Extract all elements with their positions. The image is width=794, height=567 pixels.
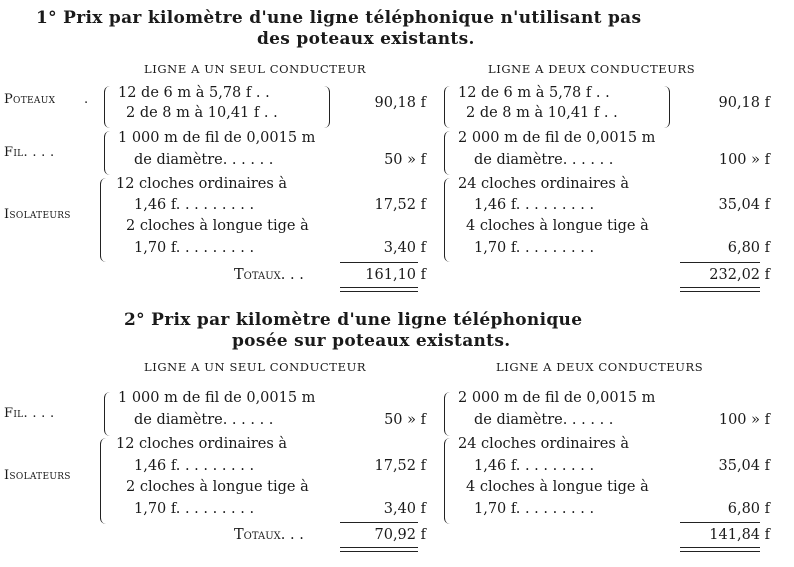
section2-isolateurs-label: Isolateurs — [4, 468, 71, 483]
section1-col-left-header: LIGNE A UN SEUL CONDUCTEUR — [144, 62, 367, 76]
isolateurs-left-b2: 1,70 f. . . . . . . . . — [134, 240, 255, 256]
section1-total-left-rule — [340, 262, 418, 263]
section2-isolateurs-right-brace — [444, 438, 452, 524]
poteaux-right-close-brace — [662, 86, 670, 128]
section2-isolateurs-right-b2: 1,70 f. . . . . . . . . — [474, 501, 595, 517]
section2-total-right: 141,84 f — [709, 527, 770, 543]
section2-isolateurs-left-b-amount: 3,40 f — [383, 501, 426, 517]
section2-fil-right-line2: de diamètre. . . . . . — [474, 412, 614, 428]
fil-left-amount: 50 » f — [384, 152, 426, 168]
section2-isolateurs-right-a-amount: 35,04 f — [718, 458, 770, 474]
section2-isolateurs-right-a2: 1,46 f. . . . . . . . . — [474, 458, 595, 474]
section2-fil-left-brace — [104, 392, 112, 436]
fil-label: Fil. . . . — [4, 145, 55, 160]
poteaux-left-line1: 12 de 6 m à 5,78 f . . — [118, 85, 270, 101]
isolateurs-right-a-amount: 35,04 f — [718, 197, 770, 213]
section2-total-right-double-rule — [680, 547, 760, 552]
poteaux-right-line1: 12 de 6 m à 5,78 f . . — [458, 85, 610, 101]
section2-isolateurs-left-b2: 1,70 f. . . . . . . . . — [134, 501, 255, 517]
isolateurs-left-a1: 12 cloches ordinaires à — [116, 176, 288, 192]
section1-title-line2: des poteaux existants. — [257, 29, 475, 49]
section2-fil-right-amount: 100 » f — [718, 412, 770, 428]
section2-fil-left-amount: 50 » f — [384, 412, 426, 428]
isolateurs-right-a1: 24 cloches ordinaires à — [458, 176, 630, 192]
section2-isolateurs-left-brace — [100, 438, 108, 524]
isolateurs-left-a2: 1,46 f. . . . . . . . . — [134, 197, 255, 213]
section2-fil-right-line1: 2 000 m de fil de 0,0015 m — [458, 390, 656, 406]
poteaux-right-line2: 2 de 8 m à 10,41 f . . — [466, 105, 618, 121]
poteaux-leader: . — [84, 92, 89, 107]
fil-left-line1: 1 000 m de fil de 0,0015 m — [118, 130, 316, 146]
section2-col-left-header: LIGNE A UN SEUL CONDUCTEUR — [144, 360, 367, 374]
section2-isolateurs-left-a2: 1,46 f. . . . . . . . . — [134, 458, 255, 474]
poteaux-left-close-brace — [322, 86, 330, 128]
section2-fil-left-line2: de diamètre. . . . . . — [134, 412, 274, 428]
fil-left-line2: de diamètre. . . . . . — [134, 152, 274, 168]
section2-isolateurs-left-a-amount: 17,52 f — [374, 458, 426, 474]
isolateurs-left-b-amount: 3,40 f — [383, 240, 426, 256]
fil-right-line1: 2 000 m de fil de 0,0015 m — [458, 130, 656, 146]
section2-total-left-double-rule — [340, 547, 418, 552]
fil-right-amount: 100 » f — [718, 152, 770, 168]
poteaux-label: Poteaux — [4, 92, 56, 107]
section1-total-right: 232,02 f — [709, 267, 770, 283]
section1-total-right-double-rule — [680, 287, 760, 292]
isolateurs-left-b1: 2 cloches à longue tige à — [126, 218, 309, 234]
poteaux-right-amount: 90,18 f — [718, 95, 770, 111]
section2-fil-left-line1: 1 000 m de fil de 0,0015 m — [118, 390, 316, 406]
isolateurs-left-a-amount: 17,52 f — [374, 197, 426, 213]
poteaux-left-line2: 2 de 8 m à 10,41 f . . — [126, 105, 278, 121]
section1-totals-label: Totaux. . . — [234, 267, 304, 283]
section2-isolateurs-left-a1: 12 cloches ordinaires à — [116, 436, 288, 452]
section2-total-left: 70,92 f — [374, 527, 426, 543]
section1-title-line1: 1° Prix par kilomètre d'une ligne téléphonique n'utilisant pas — [36, 8, 642, 28]
isolateurs-right-b-amount: 6,80 f — [727, 240, 770, 256]
isolateurs-left-brace — [100, 178, 108, 262]
section2-isolateurs-right-a1: 24 cloches ordinaires à — [458, 436, 630, 452]
section2-totals-label: Totaux. . . — [234, 527, 304, 543]
section2-isolateurs-left-b1: 2 cloches à longue tige à — [126, 479, 309, 495]
isolateurs-right-b1: 4 cloches à longue tige à — [466, 218, 649, 234]
fil-right-line2: de diamètre. . . . . . — [474, 152, 614, 168]
section2-title-line2: posée sur poteaux existants. — [232, 331, 511, 351]
isolateurs-label: Isolateurs — [4, 207, 71, 222]
section2-col-right-header: LIGNE A DEUX CONDUCTEURS — [496, 360, 704, 374]
fil-left-brace — [104, 131, 112, 175]
poteaux-right-open-brace — [444, 86, 452, 128]
section1-total-right-rule — [680, 262, 760, 263]
isolateurs-right-b2: 1,70 f. . . . . . . . . — [474, 240, 595, 256]
section2-fil-label: Fil. . . . — [4, 406, 55, 421]
isolateurs-right-brace — [444, 178, 452, 262]
section1-col-right-header: LIGNE A DEUX CONDUCTEURS — [488, 62, 696, 76]
section2-isolateurs-right-b-amount: 6,80 f — [727, 501, 770, 517]
fil-right-brace — [444, 131, 452, 175]
isolateurs-right-a2: 1,46 f. . . . . . . . . — [474, 197, 595, 213]
section2-title-line1: 2° Prix par kilomètre d'une ligne téléphonique — [124, 310, 583, 330]
poteaux-left-amount: 90,18 f — [374, 95, 426, 111]
section2-fil-right-brace — [444, 392, 452, 436]
section2-total-left-rule — [340, 522, 418, 523]
section2-total-right-rule — [680, 522, 760, 523]
section2-isolateurs-right-b1: 4 cloches à longue tige à — [466, 479, 649, 495]
poteaux-left-open-brace — [104, 86, 112, 128]
section1-total-left-double-rule — [340, 287, 418, 292]
section1-total-left: 161,10 f — [365, 267, 426, 283]
